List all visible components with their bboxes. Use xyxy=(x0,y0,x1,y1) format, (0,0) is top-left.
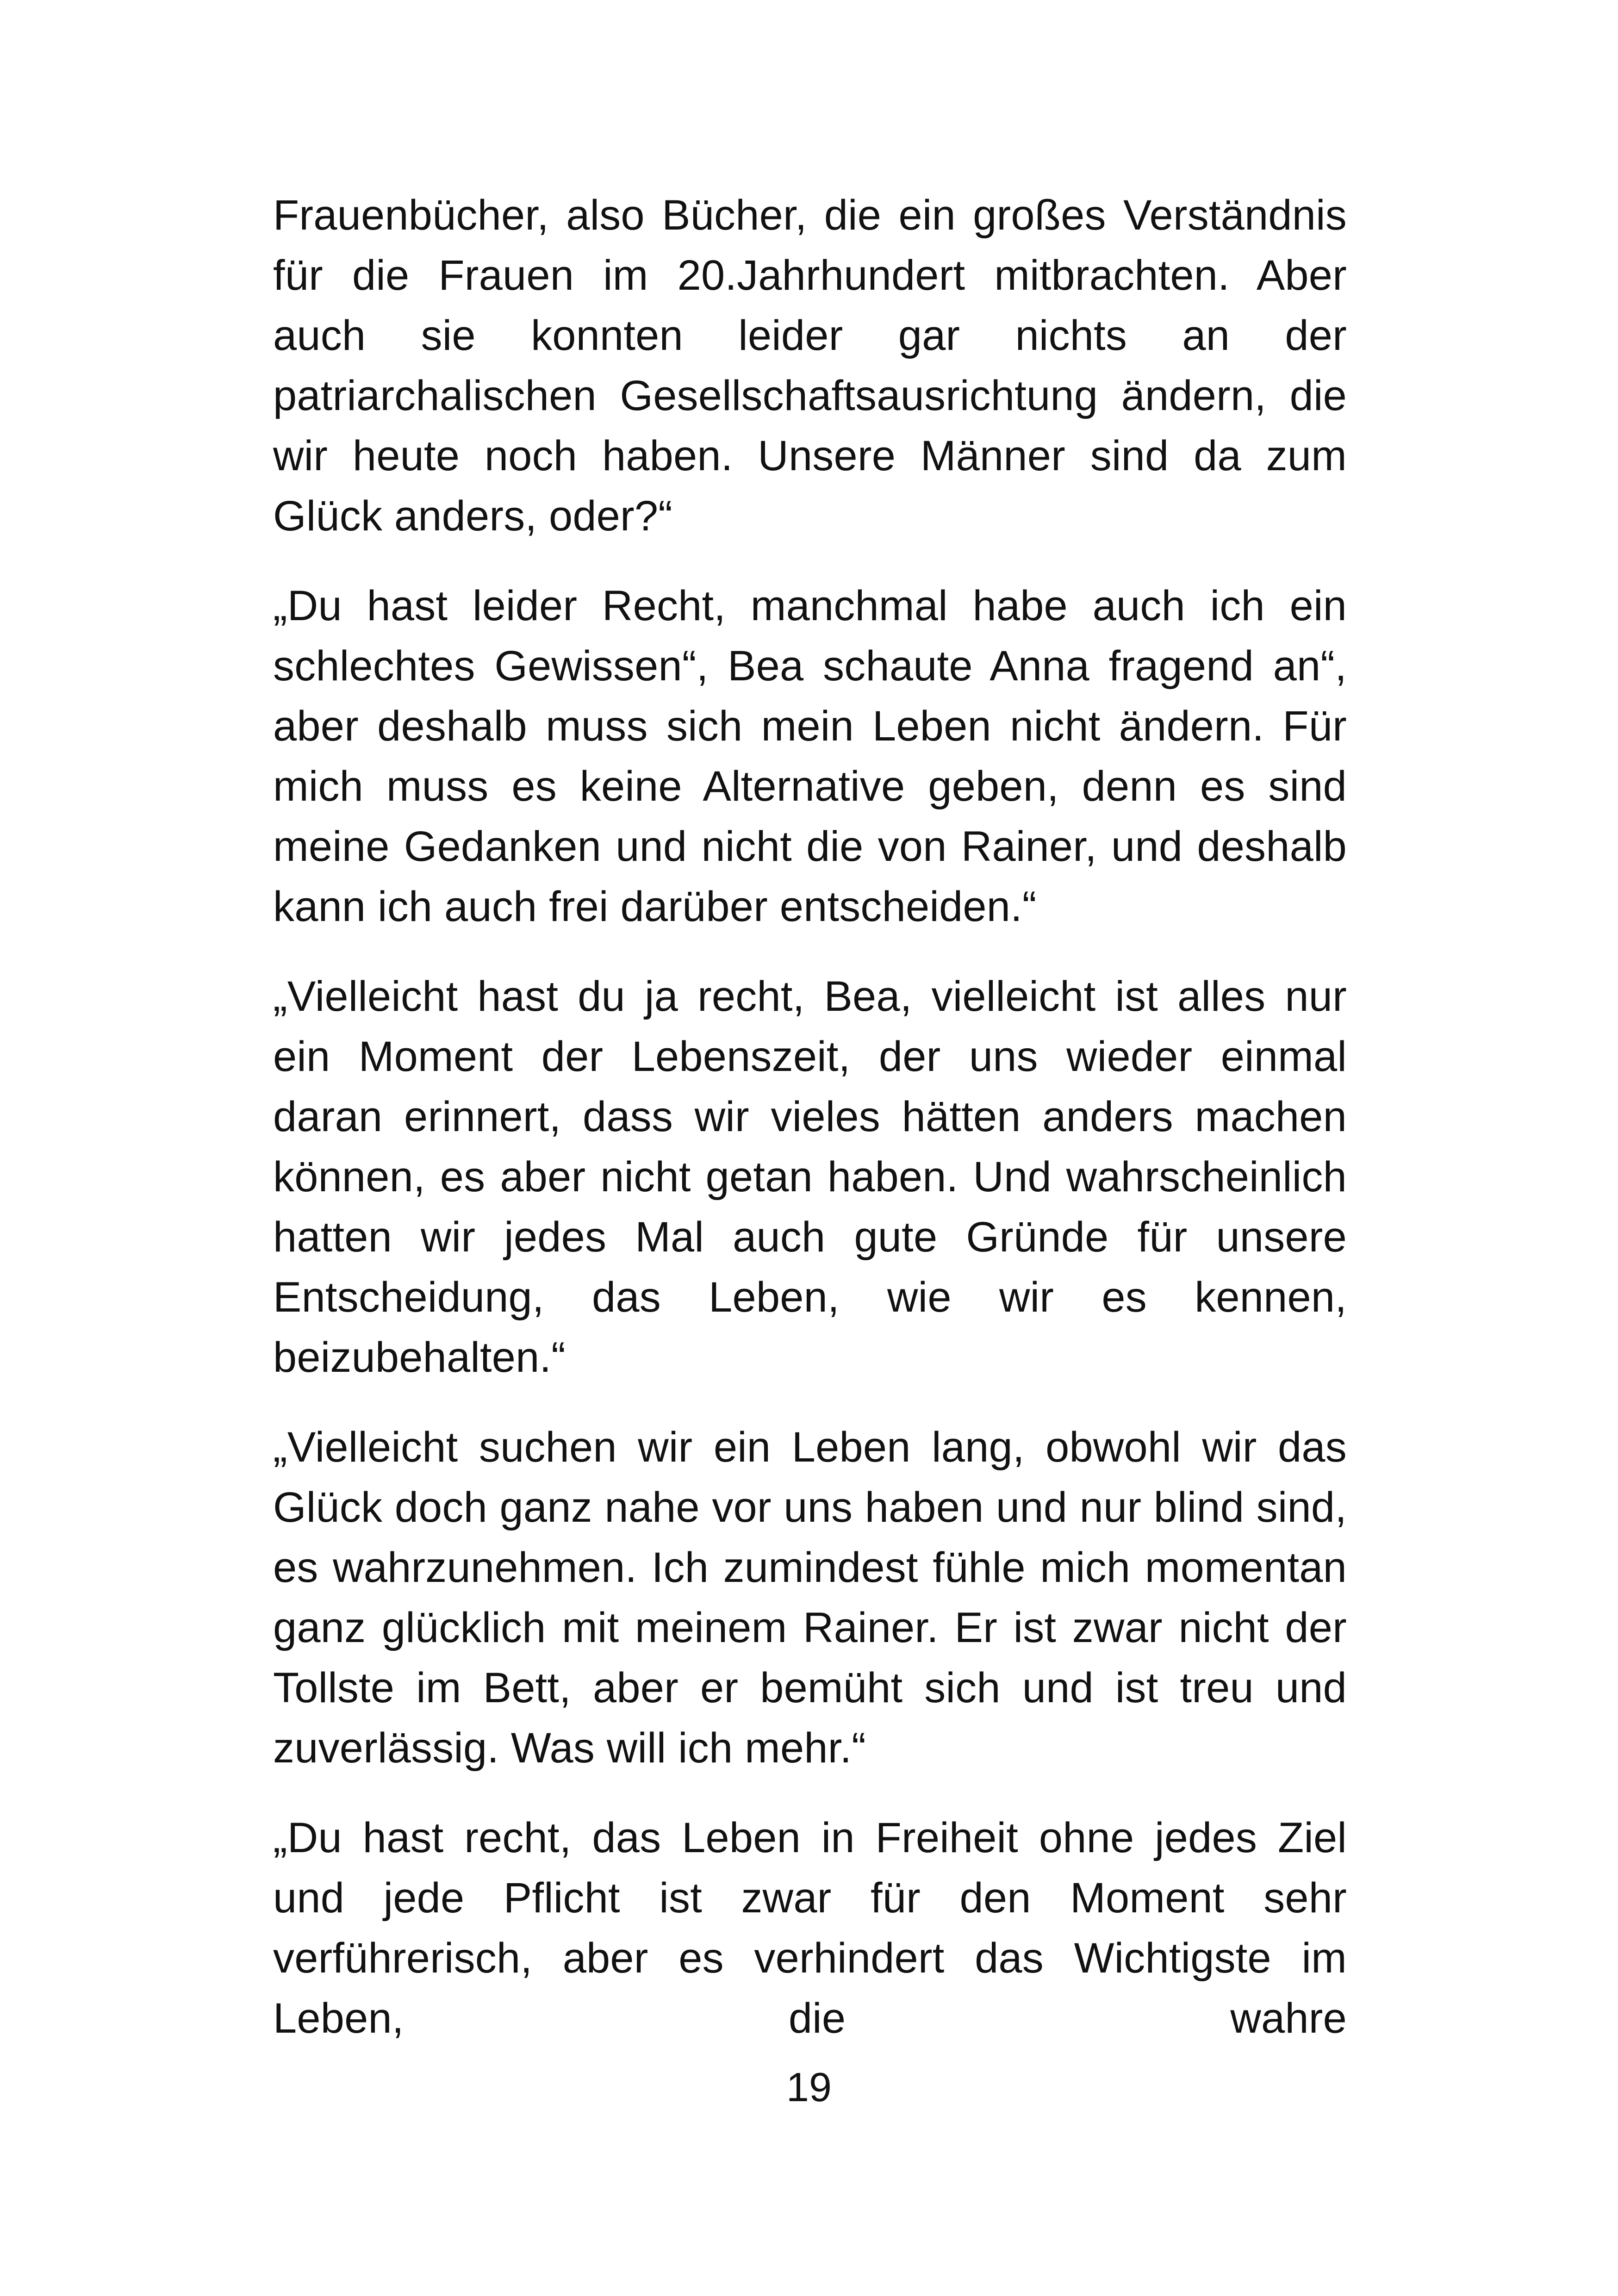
paragraph-5: „Du hast recht, das Leben in Freiheit ohne jedes Ziel und jede Pflicht ist zwar für den Moment sehr verführerisch, aber es verhindert das Wichtigste im Leben, die wahre xyxy=(273,1814,1347,2042)
paragraph-1: Frauenbücher, also Bücher, die ein großes Verständnis für die Frauen im 20.Jahrhundert mitbrachten. Aber auch sie konnten leider gar nichts an der patriarchalischen Gesellschaftsausrichtung ändern, die wir heute noch haben. Unsere Männer sind da zum Glück anders, oder?“ xyxy=(273,192,1347,540)
body-text xyxy=(273,185,1347,2048)
paragraph-3: „Vielleicht hast du ja recht, Bea, vielleicht ist alles nur ein Moment der Lebenszeit, der uns wieder einmal daran erinnert, dass wir vieles hätten anders machen können, es aber nicht getan haben. Und wahrscheinlich hatten wir jedes Mal auch gute Gründe für unsere Entscheidung, das Leben, wie wir es kennen, beizubehalten.“ xyxy=(273,973,1347,1381)
paragraph-2: „Du hast leider Recht, manchmal habe auch ich ein schlechtes Gewissen“, Bea schaute Anna fragend an“, aber deshalb muss sich mein Leben nicht ändern. Für mich muss es keine Alternative geben, denn es sind meine Gedanken und nicht die von Rainer, und deshalb kann ich auch frei darüber entscheiden.“ xyxy=(273,582,1347,930)
paragraph-4: „Vielleicht suchen wir ein Leben lang, obwohl wir das Glück doch ganz nahe vor uns haben und nur blind sind, es wahrzunehmen. Ich zumindest fühle mich momentan ganz glücklich mit meinem Rainer. Er ist zwar nicht der Tollste im Bett, aber er bemüht sich und ist treu und zuverlässig. Was will ich mehr.“ xyxy=(273,1424,1347,1772)
page-number: 19 xyxy=(786,2064,832,2110)
